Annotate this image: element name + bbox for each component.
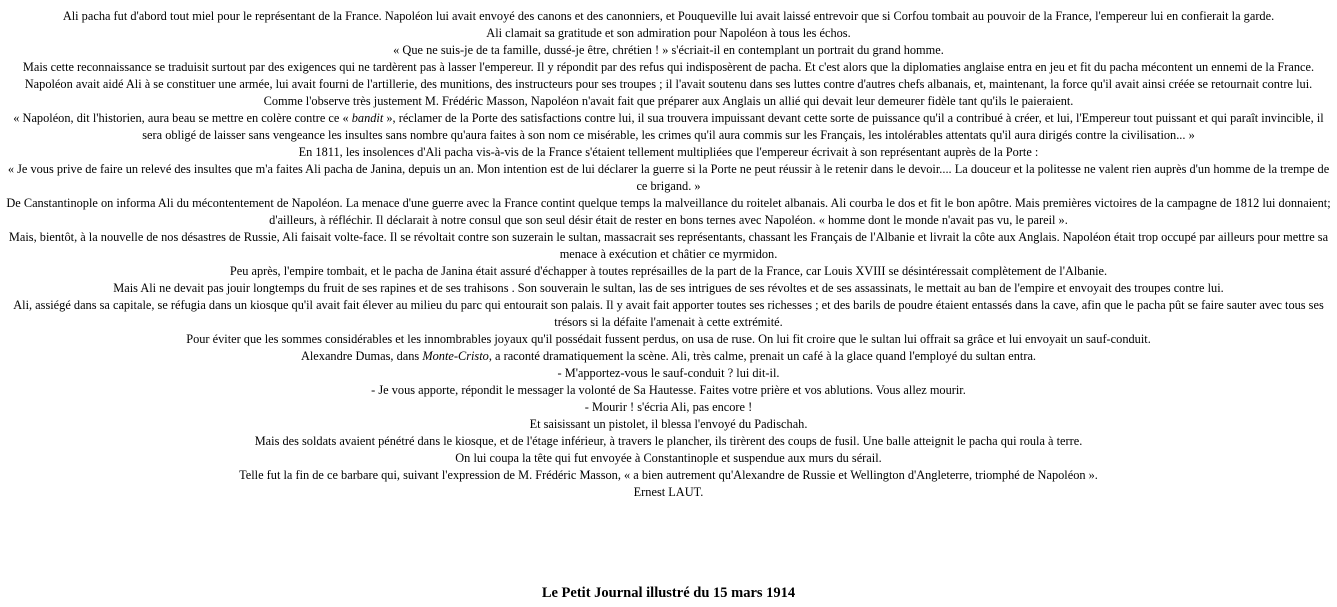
article-paragraph [4, 450, 1333, 467]
paragraph-text: Mais Ali ne devait pas jouir longtemps du fruit de ses rapines et de ses trahisons . Son souverain le sultan, las de ses intrigues de ses révoltes et de ses assassinats, le mettait au ban de l'empire et envoyait des troupes contre lui. [113, 281, 1224, 295]
paragraph-text: On lui coupa la tête qui fut envoyée à Constantinople et suspendue aux murs du sérail. [455, 451, 882, 465]
paragraph-text: Mais, bientôt, à la nouvelle de nos désastres de Russie, Ali faisait volte-face. Il se révoltait contre son suzerain le sultan, massacrait ses représentants, chassant les Français de l'Albanie et livrait la côte aux Anglais. Napoléon était trop occupé par ailleurs pour mettre sa menace à exécution et châtier ce myrmidon. [8, 230, 1329, 261]
article-paragraph [4, 76, 1333, 93]
article-paragraph [4, 467, 1333, 484]
article-paragraph [4, 195, 1333, 229]
italic-text: Monte-Cristo [422, 349, 489, 363]
paragraph-text: - Je vous apporte, répondit le messager la volonté de Sa Hautesse. Faites votre prière et vos ablutions. Vous allez mourir. [371, 383, 966, 397]
article-paragraph [4, 144, 1333, 161]
article-paragraph [4, 365, 1333, 382]
paragraph-text: - M'apportez-vous le sauf-conduit ? lui dit-il. [557, 366, 780, 380]
paragraph-text: En 1811, les insolences d'Ali pacha vis-à-vis de la France s'étaient tellement multipliées que l'empereur écrivait à son représentant auprès de la Porte : [298, 145, 1039, 159]
article-paragraph [4, 59, 1333, 76]
paragraph-text: De Canstantinople on informa Ali du mécontentement de Napoléon. La menace d'une guerre avec la France contint quelque temps la malveillance du roitelet albanais. Ali courba le dos et fit le bon apôtre. Mais premières victoires de la campagne de 1812 lui donnaient; d'ailleurs, à réfléchir. Il déclarait à notre consul que son seul désir était de rester en bons ternes avec Napoléon. « homme dont le monde n'avait pas vu, le pareil ». [6, 196, 1331, 227]
article-paragraph [4, 42, 1333, 59]
article-paragraph [4, 93, 1333, 110]
article-paragraph [4, 110, 1333, 144]
paragraph-text: Mais cette reconnaissance se traduisit surtout par des exigences qui ne tardèrent pas à lasser l'empereur. Il y répondit par des refus qui indisposèrent de pacha. Et c'est alors que la diplomaties anglaise entra en jeu et fit du pacha mécontent un ennemi de la France. [22, 60, 1315, 74]
paragraph-text: « Je vous prive de faire un relevé des insultes que m'a faites Ali pacha de Janina, depuis un an. Mon intention est de lui déclarer la guerre si la Porte ne peut réussir à le retenir dans le devoir.... La douceur et la politesse ne valent rien auprès d'un homme de la trempe de ce brigand. » [7, 162, 1330, 193]
paragraph-text: Ali pacha fut d'abord tout miel pour le représentant de la France. Napoléon lui avait envoyé des canons et des canonniers, et Pouqueville lui avait laissé entrevoir que si Corfou tombait au pouvoir de la France, l'empereur lui en confierait la garde. [62, 9, 1275, 23]
paragraph-text: , a raconté dramatiquement la scène. Ali, très calme, prenait un café à la glace quand l'employé du sultan entra. [488, 349, 1037, 363]
paragraph-text: Ali clamait sa gratitude et son admiration pour Napoléon à tous les échos. [486, 26, 851, 40]
paragraph-text: », réclamer de la Porte des satisfactions contre lui, il sua trouvera impuissant devant cette sorte de puissance qu'il a contribué à créer, et lui, l'Empereur tout puissant et qui paraît invincible, il sera obligé de laisser sans vengeance les insultes sans nombre qu'aura faites à son nom ce misérable, les crimes qu'il aura commis sur les Français, les intolérables attentats qu'il aura dirigés contre la civilisation... » [142, 111, 1324, 142]
article-paragraph [4, 161, 1333, 195]
article-paragraph [4, 297, 1333, 331]
article-paragraph [4, 331, 1333, 348]
article-paragraph [4, 8, 1333, 25]
author-signature: Ernest LAUT. [633, 485, 704, 499]
article-paragraph [4, 229, 1333, 263]
paragraph-text: - Mourir ! s'écria Ali, pas encore ! [584, 400, 753, 414]
article-paragraph [4, 263, 1333, 280]
paragraph-text: Peu après, l'empire tombait, et le pacha de Janina était assuré d'échapper à toutes représailles de la part de la France, car Louis XVIII se désintéressait complètement de l'Albanie. [229, 264, 1108, 278]
paragraph-text: Comme l'observe très justement M. Frédéric Masson, Napoléon n'avait fait que préparer aux Anglais un allié qui devait leur demeurer fidèle tant qu'ils le paieraient. [263, 94, 1074, 108]
paragraph-text: Pour éviter que les sommes considérables et les innombrables joyaux qu'il possédait fussent perdus, on usa de ruse. On lui fit croire que le sultan lui offrait sa grâce et lui envoyait un sauf-conduit. [186, 332, 1151, 346]
italic-text: bandit [351, 111, 384, 125]
paragraph-text: Telle fut la fin de ce barbare qui, suivant l'expression de M. Frédéric Masson, « a bien autrement qu'Alexandre de Russie et Wellington d'Angleterre, triomphé de Napoléon ». [239, 468, 1098, 482]
paragraph-text: Napoléon avait aidé Ali à se constituer une armée, lui avait fourni de l'artillerie, des munitions, des instructeurs pour ses troupes ; il l'avait soutenu dans ses luttes contre d'autres chefs albanais, et, maintenant, la force qu'il avait ainsi créée se retournait contre lui. [24, 77, 1313, 91]
article-paragraph [4, 433, 1333, 450]
article-paragraph [4, 348, 1333, 365]
paragraph-text: Ali, assiégé dans sa capitale, se réfugia dans un kiosque qu'il avait fait élever au milieu du parc qui entourait son palais. Il y avait fait apporter toutes ses richesses ; et des barils de poudre étaient entassés dans la cave, afin que le pacha pût se faire sauter avec tous ses trésors si la défaite l'amenait à cette extrémité. [13, 298, 1324, 329]
source-caption: Le Petit Journal illustré du 15 mars 1914 [541, 585, 796, 601]
article-body [4, 8, 1333, 501]
paragraph-text: « Napoléon, dit l'historien, aura beau se mettre en colère contre ce « [13, 111, 352, 125]
paragraph-text: Et saisissant un pistolet, il blessa l'envoyé du Padischah. [529, 417, 808, 431]
article-paragraph [4, 382, 1333, 399]
article-paragraph [4, 399, 1333, 416]
article-paragraph [4, 25, 1333, 42]
article-paragraph [4, 280, 1333, 297]
paragraph-text: « Que ne suis-je de ta famille, dussé-je être, chrétien ! » s'écriait-il en contemplant un portrait du grand homme. [393, 43, 944, 57]
paragraph-text: Mais des soldats avaient pénétré dans le kiosque, et de l'étage inférieur, à travers le plancher, ils tirèrent des coups de fusil. Une balle atteignit le pacha qui roula à terre. [254, 434, 1083, 448]
article-paragraph [4, 416, 1333, 433]
paragraph-text: Alexandre Dumas, dans [300, 349, 423, 363]
